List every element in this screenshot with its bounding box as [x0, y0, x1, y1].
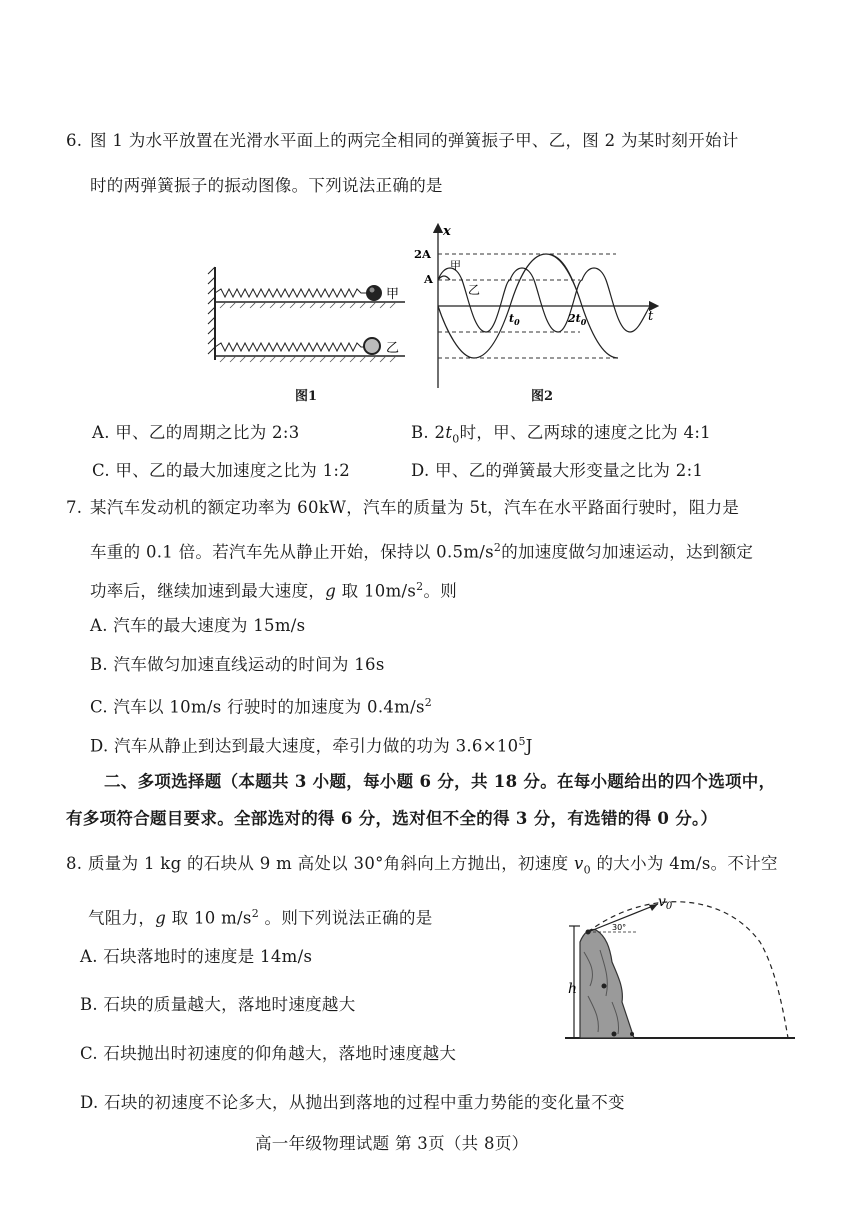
q7-number: 7.: [66, 498, 83, 517]
q6-option-a: A. 甲、乙的周期之比为 2:3: [92, 423, 300, 442]
q6-stem-line1: 图 1 为水平放置在光滑水平面上的两完全相同的弹簧振子甲、乙，图 2 为某时刻开始计: [90, 131, 739, 150]
q8-option-b: B. 石块的质量越大，落地时速度越大: [80, 995, 356, 1014]
section2-heading-line2: 有多项符合题目要求。全部选对的得 6 分，选对但不全的得 3 分，有选错的得 0 分。）: [66, 809, 718, 828]
q7-option-d: D. 汽车从静止到达到最大速度，牵引力做的功为 $3.6\times 10^5J$: [90, 735, 533, 756]
svg-text:30°: 30°: [612, 923, 627, 932]
q8-line1: 质量为 1 kg 的石块从 9 m 高处以 30°角斜向上方抛出，初速度 $v_0$ 的大小为 4m/s。不计空: [88, 854, 778, 877]
curve-jia: [438, 268, 650, 332]
figure1-caption: 图1: [295, 389, 318, 404]
q7-option-a: A. 汽车的最大速度为 15m/s: [90, 616, 306, 635]
q7-line3: 功率后，继续加速到最大速度，g 取 $10m/s^2$。则: [90, 580, 458, 601]
q6-option-b: B. $2t_0$时，甲、乙两球的速度之比为 4:1: [411, 423, 711, 446]
svg-text:2t0: $2t_0$: [568, 312, 587, 327]
q8-option-d: D. 石块的初速度不论多大，从抛出到落地的过程中重力势能的变化量不变: [80, 1093, 625, 1112]
page-footer: 高一年级物理试题 第 3页（共 8页）: [255, 1134, 529, 1153]
q6-number: 6.: [66, 131, 83, 150]
q7-option-c: C. 汽车以 10m/s 行驶时的加速度为 $0.4m/s^2$: [90, 696, 433, 717]
figure2-caption: 图2: [531, 389, 554, 404]
q8-option-a: A. 石块落地时的速度是 14m/s: [80, 947, 313, 966]
q7-line1: 某汽车发动机的额定功率为 60kW，汽车的质量为 5t，汽车在水平路面行驶时，阻力是: [90, 498, 740, 517]
svg-text:A: A: [424, 272, 433, 286]
svg-text:v0: $v_0$: [658, 894, 673, 912]
q6-stem-line2: 时的两弹簧振子的振动图像。下列说法正确的是: [90, 176, 443, 195]
q6-option-d: D. 甲、乙的弹簧最大形变量之比为 2:1: [411, 461, 704, 480]
q6-figure1-springs: [205, 262, 415, 387]
q8-option-c: C. 石块抛出时初速度的仰角越大，落地时速度越大: [80, 1044, 457, 1063]
q8-number: 8.: [66, 854, 83, 873]
svg-text:h: h: [568, 981, 578, 997]
section2-heading-line1: 二、多项选择题（本题共 3 小题，每小题 6 分，共 18 分。在每小题给出的四个选项中，: [104, 772, 776, 791]
spring-jia: [215, 289, 367, 297]
svg-text:t0: $t_0$: [509, 312, 520, 327]
q6-figure2-graph: [410, 220, 660, 395]
q8-figure-projectile: [560, 892, 800, 1047]
q8-line2: 气阻力，g 取 10 $m/s^2$ 。则下列说法正确的是: [88, 907, 433, 928]
label-jia: 甲: [386, 287, 400, 302]
svg-text:t: t: [648, 309, 654, 324]
svg-text:甲: 甲: [450, 259, 461, 272]
svg-text:x: x: [443, 224, 451, 239]
svg-text:2A: 2A: [414, 247, 431, 261]
q7-line2: 车重的 0.1 倍。若汽车先从静止开始，保持以 $0.5m/s^2$的加速度做匀加速运动，达到额定: [90, 541, 754, 562]
ball-jia: [366, 285, 382, 301]
svg-text:乙: 乙: [468, 283, 481, 297]
label-yi: 乙: [386, 341, 400, 356]
spring-yi: [215, 343, 365, 351]
ball-yi: [364, 338, 380, 354]
q6-option-c: C. 甲、乙的最大加速度之比为 1:2: [92, 461, 351, 480]
q7-option-b: B. 汽车做匀加速直线运动的时间为 16s: [90, 655, 385, 674]
